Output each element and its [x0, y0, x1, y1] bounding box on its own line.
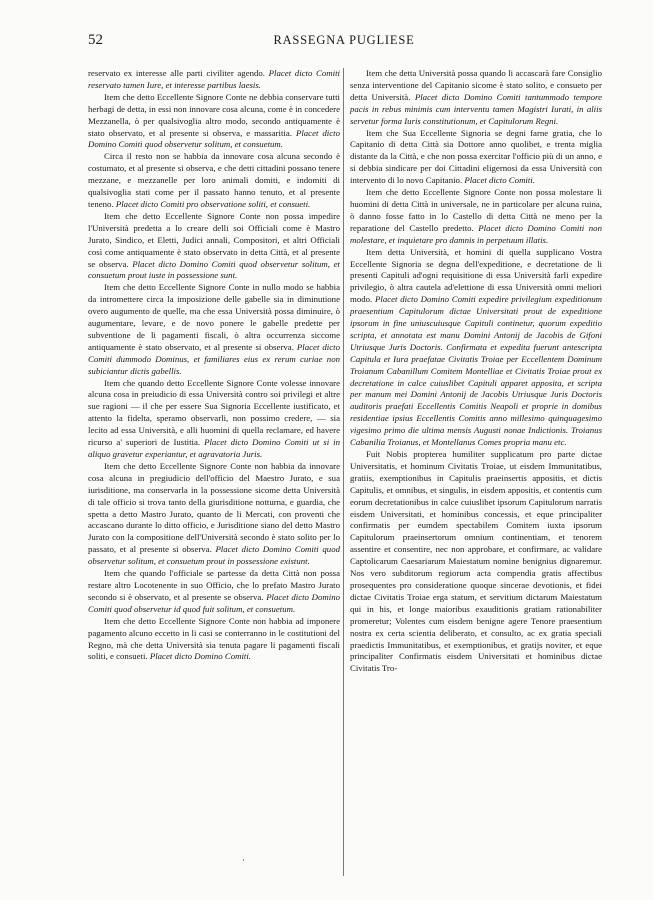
paragraph — [350, 247, 602, 449]
page-number: 52 — [88, 32, 103, 48]
paragraph-text: Item che detto Eccellente Signore Conte ne debbia conservare tutti herbagi de detta, in essi non innovare cosa alcuna, come è in concedere Mezzanella, ò per qualsivoglia altro modo, secondo antiquamente è stato observato, et al presente si observa, e massaritia. — [88, 91, 340, 138]
page-header — [88, 32, 600, 52]
paragraph-text: Item che detto Eccellente Signore Conte non habbia ad imponere pagamento alcuno eccetto in li casi se conterranno in le costitutioni del Regno, mà che detta Università sia tenuta pagare li pagamenti fiscali soliti, e consueti. — [88, 615, 340, 662]
paragraph-text: Item che detto Eccellente Signore Conte non possa molestare li huomini di detta Città in universale, ne in particolare per alcuna ruina, ò danno fosse fatto in lo Castello di detta Città ne meno per la reparatione del Castello predetto. — [350, 187, 602, 233]
decree-italic: Placet dicto Domino Comiti ut si in aliquo gravetur experiantur, et agravatoria Juris. — [88, 437, 340, 459]
paragraph — [88, 461, 340, 568]
decree-italic: Placet dicto Domino Comiti non molestare, et inquietare pro damnis in perpetuum illatis. — [350, 222, 602, 245]
running-title: RASSEGNA PUGLIESE — [273, 33, 415, 47]
paragraph — [88, 211, 340, 282]
paragraph — [88, 92, 340, 152]
paragraph — [88, 282, 340, 377]
decree-italic: Placet dicto Domino Comiti. — [149, 651, 251, 662]
decree-italic: Placet dicto Comiti pro observatione soliti, et consueti. — [115, 198, 311, 209]
paragraph — [88, 616, 340, 664]
paragraph-text: reservato ex interesse alle parti civiliter agendo. — [88, 68, 269, 78]
left-text-column — [88, 68, 340, 876]
paragraph-text: Item detta Università, et homini di quella supplicano Vostra Eccellente Signoria se degna dell'expeditione, e decretatione de li presenti Capituli ad'ogni requisitione di essa Università farli expedire privilegio, ò altra cautela ad'elettione di essa Università omni meliori modo. — [350, 246, 602, 305]
decree-italic: Placet dicto Domino Comiti expedire privilegium expeditionum praesentium Capitulorum dictae Universitati prout de expeditione ipsorum in fine uniuscuiusque Capituli continetur, quorum expeditio scripta, et annotata est manu Domini Antonij de Jacobis de Gifoni Utriusque Juris Doctoris. Confirmata et expedita fuerunt antescripta Capitula et Iura praefatae Civitatis Troiae per Eccellentem Dominum Troianum Cabanillum Comitem Montelliae et Civitatis Troiae prout ex decretatione in calce cuiuslibet Capituli apparet apposita, et scripta per manum mei Domini Antonij de Jacobis Utriusque Juris Doctoris auditoris praefati Eccellentis Comitis Neapoli et proprie in domibus residentiae ipsius Eccellentis Comitis anno millesimo quinquagesimo vigesimo primo die ultima mensis Augusti nonae Indictionis. Troianus Cabanilia Troianus, et Montellanus Comes propria manu etc. — [350, 294, 602, 448]
decree-italic: Placet dicto Comiti reservato tamen Iure, et interesse partibus laesis. — [88, 68, 340, 90]
decree-italic: Placet dicto Domino Comiti quod observetur solitum, et consuetum. — [88, 127, 340, 150]
paragraph-text: Fuit Nobis propterea humiliter supplicatum pro parte dictae Universitatis, et hominum Civitatis Troiae, ut eisdem Immunitatibus, gratiis, exemptionibus in Capitulis praeinsertis appositis, et dictis Capitulis, et omnibus, et singulis, in eisdem appositis, et contentis cum eorum decretationibus in calce cuiuslibet ipsorum Capitulorum narratis eisdem Universitati, et hominibus concessis, et eque principaliter confirmatis per eumdem spectabilem Comitem iuxta ipsorum Capitulorum praeinsertorum omnium continentiam, et tenorem assentire et consentire, nec non approbare, et confirmare, ac validare Captolicarum Caesariarum Maiestatum nomine benignius dignaremur. Nos vero subditorum regiorum acta compendia gratis affectibus prosequentes pro consideratione quoque sincerae devotionis, et fidei dictae Civitatis Troiae erga statum, et servitium dictarum Maiestatum qui in his, et longe maioribus exauditionis gratiam rationabiliter promeretur; Volentes cum eisdem benigne agere Tenore praesentium nostra ex certa scientia deliberato, et consulto, ac ex gratia speciali praedictis Immunitatibus, et exemptionibus, et gratijs noviter, et eque principaliter Confirmatis eisdem Universitati et hominibus dictae Civitatis Tro- — [350, 449, 602, 674]
paragraph — [88, 568, 340, 616]
decree-italic: Placet dicto Comiti dummodo Dominus, et familiares eius ex rerum curiae non subiciantur dictis gabellis. — [88, 341, 340, 376]
paragraph-text: Item che detto Eccellente Signore Conte non habbia da innovare cosa alcuna in pregiudicio dell'officio del Maestro Jurato, e sua iurisditione, ma conservarla in la possessione sicome detta Università di tale officio si trova tanto della giurisditione notturna, e guardia, che spetta a detto Mastro Jurato, quanto de li Mercati, con proventi che accascano durante lo ditto officio, e Jurisditione siano del detto Mastro Jurato con la compositione dell'Università secondo è stato solito per lo passato, et al presente si observa. — [88, 460, 340, 555]
paragraph-text: Item che quando l'officiale se partesse da detta Città non possa restare altro Locotenente in suo Officio, che lo prefato Mastro Jurato secondo si è observato, et al presente se observa. — [88, 568, 340, 602]
paragraph-text: Circa il resto non se habbia da innovare cosa alcuna secondo è costumato, et al presente si observa, e che detti cittadini possano tenere mezzane, e mezzanelle per loro animali domiti, e indomiti di qualsivoglia stati come per il passato hanno tenuto, et al presente teneno. — [88, 151, 340, 209]
decree-italic: Placet dicto Domino Comiti quod observetur solitum, et consuetum prout iuste in possessione sunt. — [88, 258, 340, 281]
paragraph — [88, 378, 340, 461]
decree-italic: Placet dicto Domino Comiti quod observetur id quod fuit solitum, et consuetum. — [88, 591, 340, 614]
decree-italic: Placet dicto Domino Comiti quod observetur solitum, et consuetum prout in possessione existunt. — [88, 544, 340, 567]
paragraph — [350, 449, 602, 675]
paragraph — [88, 68, 340, 92]
paragraph-text: Item che Sua Eccellente Signoria se degni farne gratia, che lo Capitanio di detta Città sia Dottore anno quolibet, e trenta miglia distante da la Città, e che non possa exercitar l'officio più di un anno, e si debbia sindicare per doi Cittadini eligernosi da essa Università con intervento di lo novo Capitanio. — [350, 127, 602, 186]
paragraph-text: Item che detta Università possa quando li accascarà fare Consiglio senza interventione del Capitanio sicome è stato solito, e consueto per detta Università. — [350, 68, 602, 102]
paragraph-text: Item che quando detto Eccellente Signore Conte volesse innovare alcuna cosa in preiudicio di essa Università contro soi privilegi et altre sue ragioni — il che per essere Sua Signoria Eccellente iustificato, et attento la fidelta, speramo observarli, non possimo credere, — sia lecito ad essa Università, e alli huomini di quella reclamare, ed havere ricurso a' superiori de Iustitia. — [88, 377, 340, 448]
decree-italic: Placet dicto Comiti. — [464, 175, 535, 186]
paragraph — [350, 187, 602, 247]
footer-mark: · — [242, 855, 245, 865]
column-divider — [343, 68, 344, 876]
right-text-column — [350, 68, 602, 876]
paragraph — [350, 68, 602, 128]
decree-italic: Placet dicto Domino Comiti tantummodo tempore pacis in rebus minimis cum interventu tamen Magistri Iurati, in aliis servetur forma Iuris constitutionum, et Capitulorum Regni. — [350, 91, 602, 126]
paragraph — [350, 128, 602, 188]
paragraph — [88, 151, 340, 211]
paragraph-text: Item che detto Eccellente Signore Conte non possa impedire l'Università predetta a lo creare delli soi Officiali come è Mastro Jurato, Sindico, et Eletti, Judici annali, Compositori, et altri Officiali così come antiquamente è stato observato in detta Città, et al presente se observa. — [88, 210, 340, 269]
paragraph-text: Item che detto Eccellente Signore Conte in nullo modo se habbia da intromettere circa la imposizione delle gabelle sia in diminutione overo augumento de quelle, ma che essa Università possa diminuire, ò augumentare, levare, e de novo ponere le gabelle predette per subventione de li pagamenti fiscali, ò altra occurrenza siccome antiquamente è stato observato, et al presente si observa. — [88, 282, 340, 352]
